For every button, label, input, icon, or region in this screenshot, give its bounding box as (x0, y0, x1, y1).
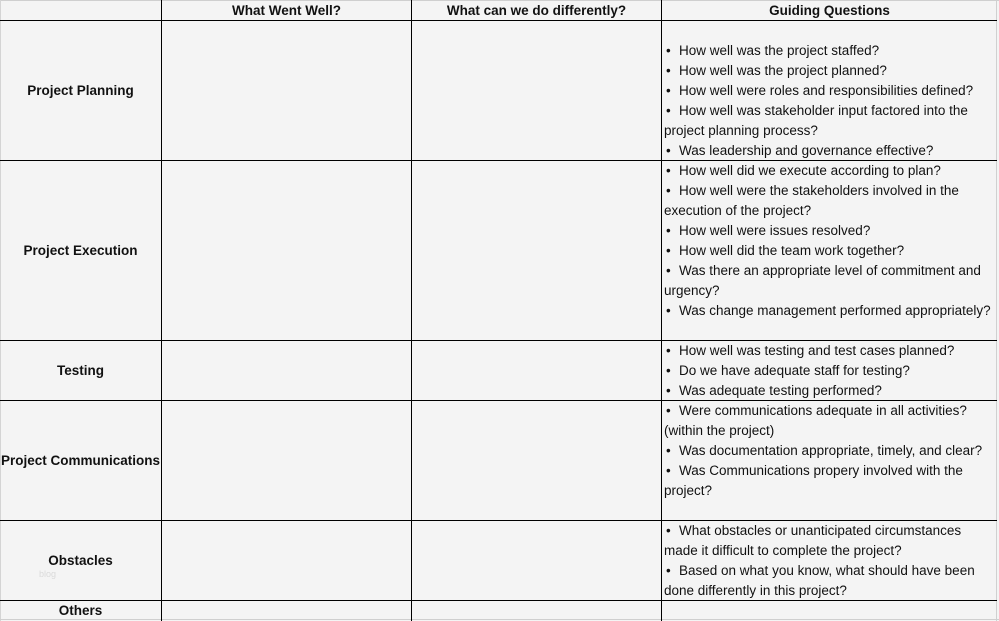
cell-testing-do-differently[interactable] (412, 341, 661, 400)
row-label-obstacles: Obstacles (48, 553, 113, 568)
bullet-icon: • (666, 43, 671, 58)
header-do-differently: What can we do differently? (446, 3, 627, 18)
bullet-icon: • (666, 403, 671, 418)
guiding-question: • How well was testing and test cases planned? (664, 341, 998, 361)
cell-planning-do-differently[interactable] (412, 21, 661, 160)
cell-testing-went-well[interactable] (162, 341, 411, 400)
cell-obstacles-went-well[interactable] (162, 521, 411, 600)
bullet-icon: • (666, 563, 671, 578)
bullet-icon: • (666, 63, 671, 78)
guiding-questions-planning (664, 41, 998, 161)
cell-others-went-well[interactable] (162, 601, 411, 621)
bullet-icon: • (666, 83, 671, 98)
column-divider (661, 0, 662, 621)
guiding-question: • Was documentation appropriate, timely, and clear? (664, 441, 998, 461)
guiding-question: • Was Communications propery involved with the project? (664, 463, 963, 498)
header-guiding-questions: Guiding Questions (769, 3, 890, 18)
watermark: blog (39, 569, 57, 579)
guiding-questions-testing (664, 341, 998, 401)
cell-obstacles-do-differently[interactable] (412, 521, 661, 600)
guiding-question: • Do we have adequate staff for testing? (664, 361, 998, 381)
guiding-questions-obstacles (664, 521, 998, 601)
guiding-questions-execution (664, 161, 998, 321)
bullet-icon: • (666, 463, 671, 478)
guiding-question: • How well did we execute according to plan? (664, 161, 998, 181)
bullet-icon: • (666, 443, 671, 458)
bullet-icon: • (666, 163, 671, 178)
bullet-icon: • (666, 523, 671, 538)
guiding-question: • Were communications adequate in all activities? (within the project) (664, 403, 967, 438)
row-label-project-planning: Project Planning (27, 83, 134, 98)
guiding-questions-communications (664, 401, 998, 501)
row-label-others: Others (58, 603, 103, 618)
cell-planning-went-well[interactable] (162, 21, 411, 160)
bullet-icon: • (666, 143, 671, 158)
bullet-icon: • (666, 103, 671, 118)
guiding-question: • How well were the stakeholders involved in the execution of the project? (664, 183, 959, 218)
guiding-question: • Was leadership and governance effective? (664, 141, 998, 161)
row-label-project-communications: Project Communications (0, 453, 161, 468)
cell-communications-do-differently[interactable] (412, 401, 661, 520)
bullet-icon: • (666, 223, 671, 238)
guiding-question: • How well were roles and responsibilities defined? (664, 81, 998, 101)
guiding-question: • Based on what you know, what should have been done differently in this project? (664, 563, 975, 598)
cell-communications-went-well[interactable] (162, 401, 411, 520)
bullet-icon: • (666, 243, 671, 258)
guiding-question: • How well was the project planned? (664, 61, 998, 81)
row-label-testing: Testing (57, 363, 104, 378)
guiding-question: • What obstacles or unanticipated circumstances made it difficult to complete the project? (664, 523, 962, 558)
bullet-icon: • (666, 303, 671, 318)
header-blank (0, 0, 161, 20)
guiding-question: • How well did the team work together? (664, 241, 998, 261)
guiding-question: • How well was stakeholder input factored into the project planning process? (664, 103, 968, 138)
bullet-icon: • (666, 343, 671, 358)
header-what-went-well: What Went Well? (232, 3, 341, 18)
guiding-question: • Was change management performed appropriately? (664, 301, 998, 321)
cell-others-do-differently[interactable] (412, 601, 661, 621)
guiding-question: • How well were issues resolved? (664, 221, 998, 241)
bullet-icon: • (666, 183, 671, 198)
bullet-icon: • (666, 263, 671, 278)
guiding-question: • How well was the project staffed? (664, 41, 998, 61)
cell-execution-went-well[interactable] (162, 161, 411, 340)
guiding-question: • Was adequate testing performed? (664, 381, 998, 401)
row-label-project-execution: Project Execution (23, 243, 138, 258)
bullet-icon: • (666, 383, 671, 398)
cell-execution-do-differently[interactable] (412, 161, 661, 340)
guiding-question: • Was there an appropriate level of commitment and urgency? (664, 263, 981, 298)
bullet-icon: • (666, 363, 671, 378)
